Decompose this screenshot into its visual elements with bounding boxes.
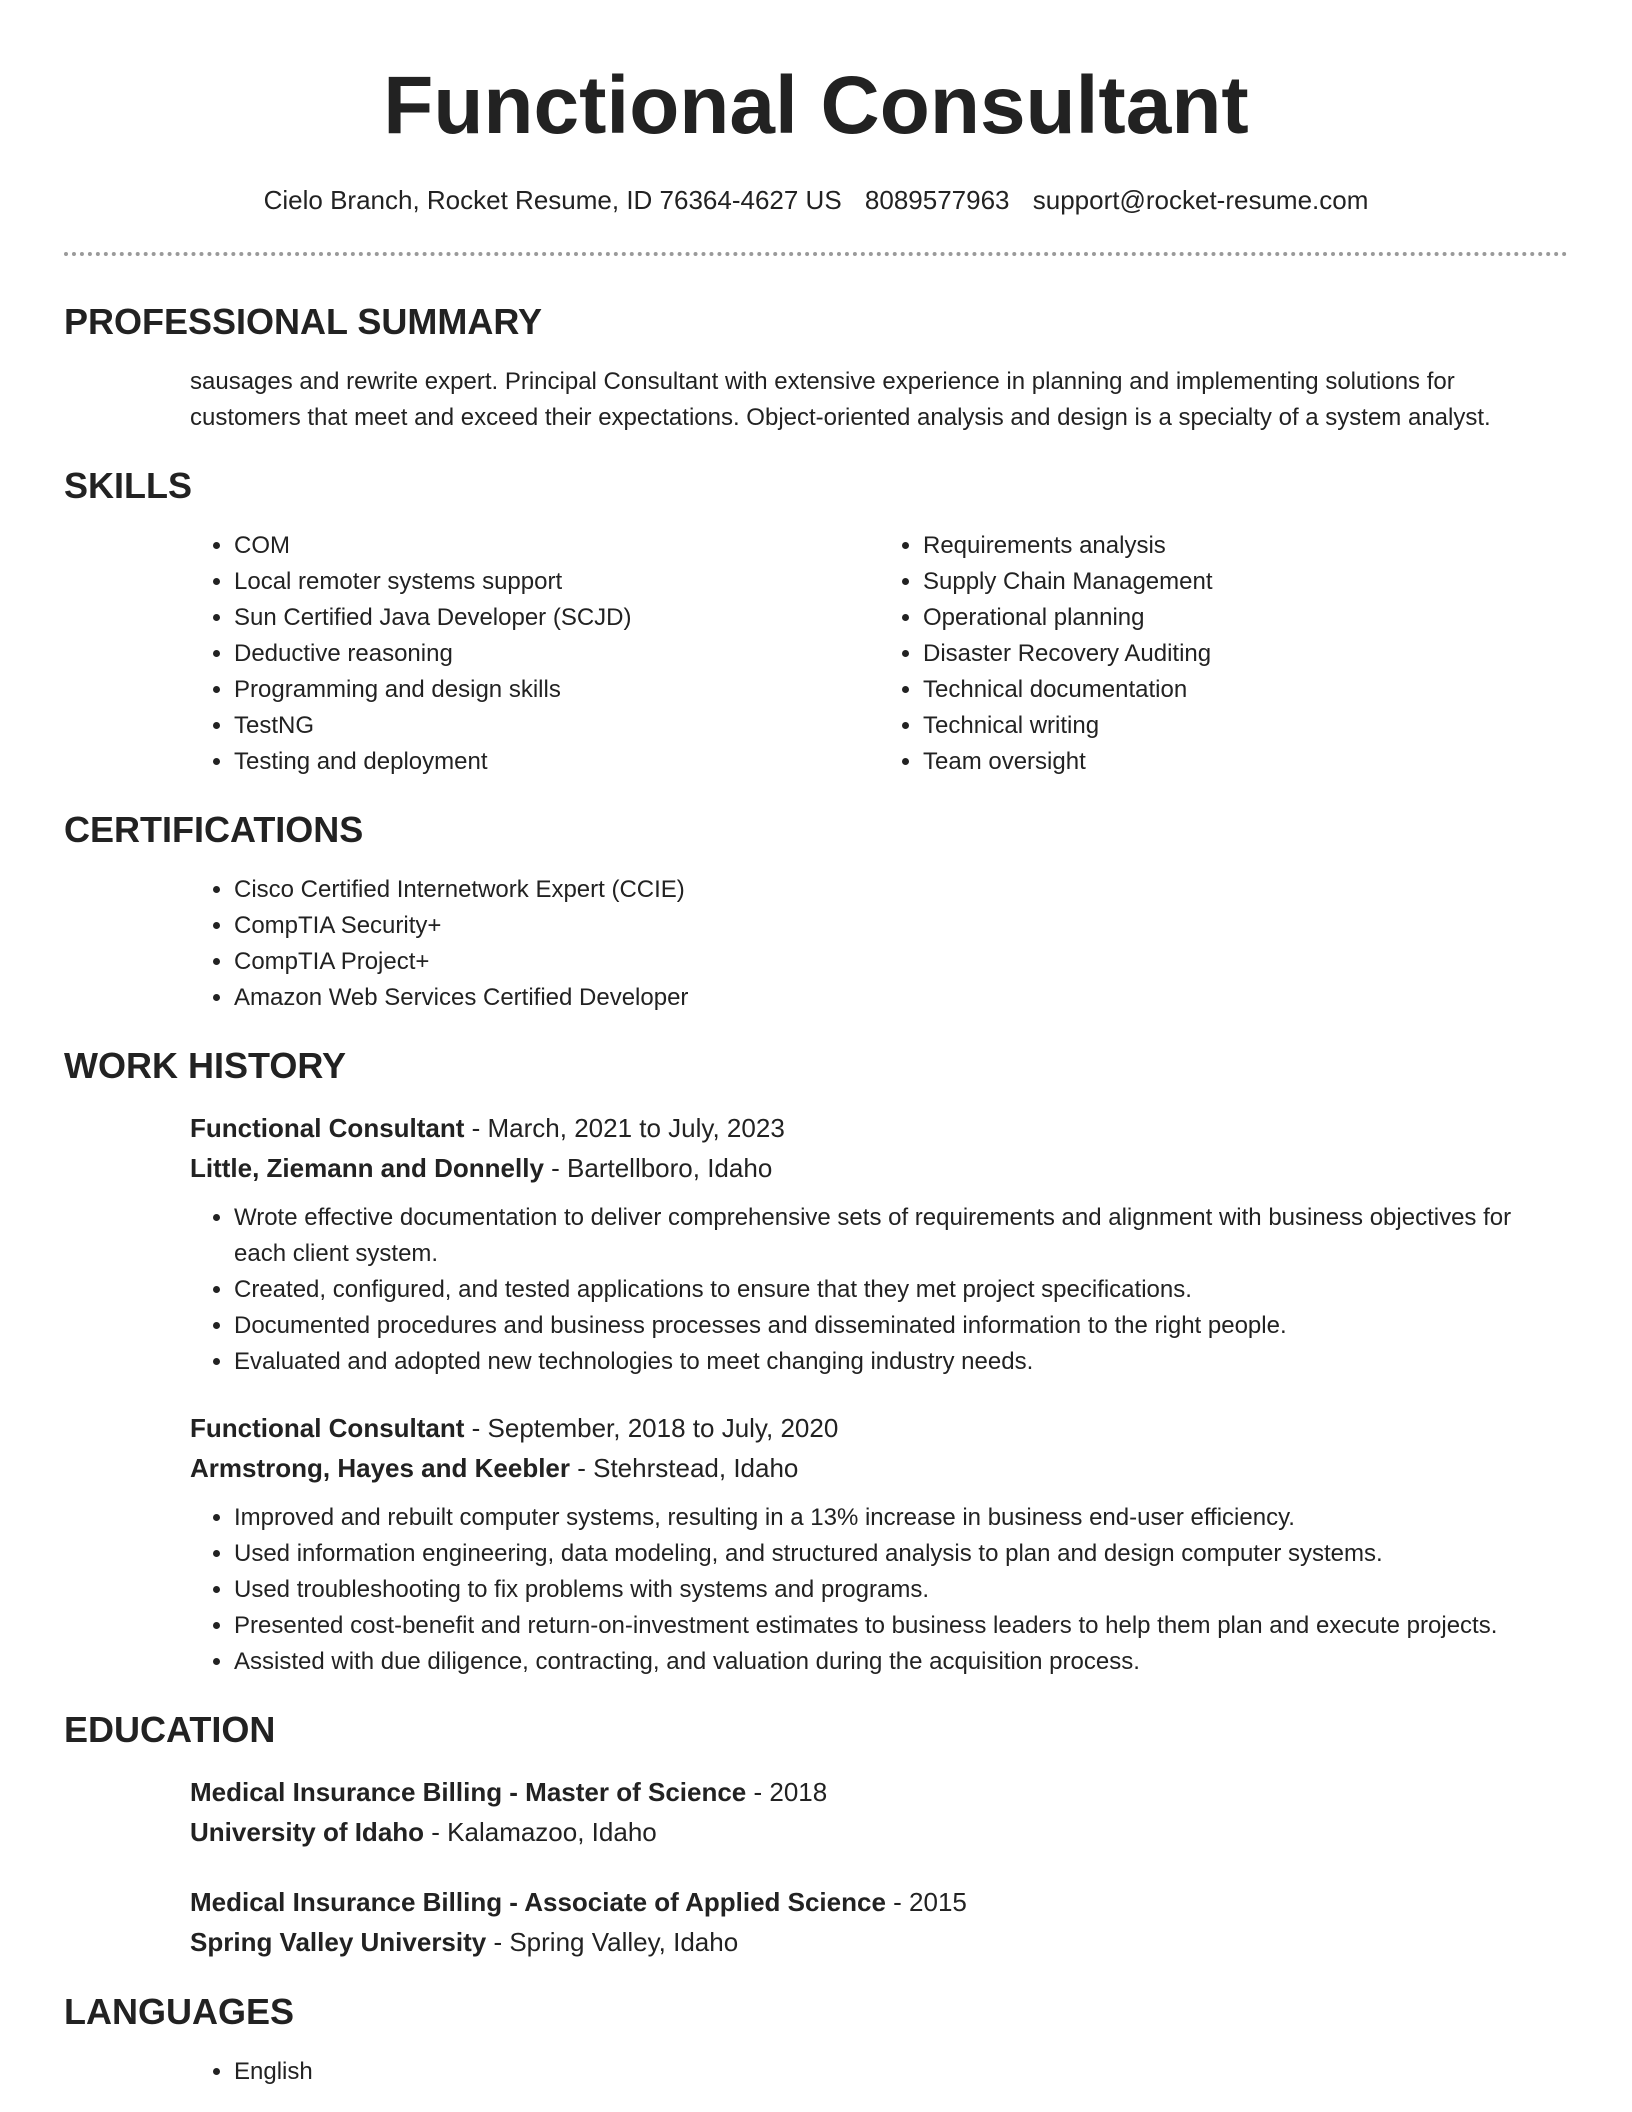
education-entry	[190, 1882, 1568, 1962]
languages-title: LANGUAGES	[64, 1991, 295, 2032]
skills-list-right	[879, 528, 1568, 780]
education-school: University of Idaho	[190, 1817, 425, 1847]
job-location: - Bartellboro, Idaho	[543, 1153, 773, 1183]
job-bullet: • Assisted with due diligence, contracting, and valuation during the acquisition process.	[234, 1644, 1568, 1680]
job-bullet: • Used information engineering, data modeling, and structured analysis to plan and design computer systems.	[234, 1536, 1568, 1572]
job-role: Functional Consultant	[190, 1413, 465, 1443]
job-company: Little, Ziemann and Donnelly	[190, 1153, 544, 1183]
skill-item: • COM	[234, 528, 879, 564]
education-degree: Medical Insurance Billing - Master of Science	[190, 1777, 747, 1807]
contact-email: support@rocket-resume.com	[1032, 185, 1369, 215]
education-section	[64, 1772, 1568, 1962]
job-company-line	[190, 1448, 1568, 1488]
job-bullet: • Created, configured, and tested applications to ensure that they met project specifications.	[234, 1272, 1568, 1308]
certification-item: • CompTIA Security+	[234, 908, 1568, 944]
languages-section	[64, 2054, 1568, 2090]
job-bullet: • Used troubleshooting to fix problems with systems and programs.	[234, 1572, 1568, 1608]
education-entry	[190, 1772, 1568, 1852]
skill-item: • Requirements analysis	[923, 528, 1568, 564]
skill-item: • Technical documentation	[923, 672, 1568, 708]
certification-item: • CompTIA Project+	[234, 944, 1568, 980]
job-role: Functional Consultant	[190, 1113, 465, 1143]
skill-item: • Disaster Recovery Auditing	[923, 636, 1568, 672]
job-company: Armstrong, Hayes and Keebler	[190, 1453, 571, 1483]
skill-item: • Programming and design skills	[234, 672, 879, 708]
work-history-title: WORK HISTORY	[64, 1045, 347, 1086]
skill-item: • Operational planning	[923, 600, 1568, 636]
education-school: Spring Valley University	[190, 1927, 487, 1957]
education-title: EDUCATION	[64, 1709, 276, 1750]
education-degree-line	[190, 1772, 1568, 1812]
certifications-section	[64, 872, 1568, 1016]
education-degree: Medical Insurance Billing - Associate of Applied Science	[190, 1887, 886, 1917]
skills-section	[64, 528, 1568, 780]
job-dates: - September, 2018 to July, 2020	[464, 1413, 839, 1443]
job-title-line	[190, 1108, 1568, 1148]
job-company-line	[190, 1148, 1568, 1188]
job-bullet: • Evaluated and adopted new technologies to meet changing industry needs.	[234, 1344, 1568, 1380]
certifications-title: CERTIFICATIONS	[64, 809, 364, 850]
skill-item: • Technical writing	[923, 708, 1568, 744]
work-history-section	[64, 1108, 1568, 1680]
education-school-line	[190, 1812, 1568, 1852]
job-bullet: • Documented procedures and business processes and disseminated information to the right people.	[234, 1308, 1568, 1344]
languages-list	[190, 2054, 1568, 2090]
language-item: • English	[234, 2054, 1568, 2090]
contact-line	[64, 182, 1568, 218]
job-bullet: • Improved and rebuilt computer systems, resulting in a 13% increase in business end-user efficiency.	[234, 1500, 1568, 1536]
certifications-list	[190, 872, 1568, 1016]
header-divider	[64, 252, 1568, 256]
job-bullet: • Presented cost-benefit and return-on-investment estimates to business leaders to help them plan and execute projects.	[234, 1608, 1568, 1644]
job-bullet: • Wrote effective documentation to deliver comprehensive sets of requirements and alignment with business objectives for each client system.	[234, 1200, 1568, 1272]
skill-item: • Local remoter systems support	[234, 564, 879, 600]
contact-address: Cielo Branch, Rocket Resume, ID 76364-4627 US	[263, 185, 842, 215]
skills-title: SKILLS	[64, 465, 193, 506]
skill-item: • Supply Chain Management	[923, 564, 1568, 600]
skill-item: • Sun Certified Java Developer (SCJD)	[234, 600, 879, 636]
education-location: - Spring Valley, Idaho	[486, 1927, 739, 1957]
certification-item: • Cisco Certified Internetwork Expert (CCIE)	[234, 872, 1568, 908]
job-location: - Stehrstead, Idaho	[570, 1453, 799, 1483]
skills-columns	[190, 528, 1568, 780]
education-year: - 2015	[885, 1887, 967, 1917]
contact-phone: 8089577963	[864, 185, 1010, 215]
job-entry	[190, 1408, 1568, 1680]
skills-list-left	[190, 528, 879, 780]
job-bullets	[190, 1200, 1568, 1380]
education-year: - 2018	[746, 1777, 828, 1807]
education-location: - Kalamazoo, Idaho	[424, 1817, 657, 1847]
summary-section	[64, 364, 1568, 436]
job-entry	[190, 1108, 1568, 1380]
skill-item: • Deductive reasoning	[234, 636, 879, 672]
education-school-line	[190, 1922, 1568, 1962]
skill-item: • Team oversight	[923, 744, 1568, 780]
summary-text: sausages and rewrite expert. Principal Consultant with extensive experience in planning and implementing solutions for customers that meet and exceed their expectations. Object-oriented analysis and design is a specialty of a system analyst.	[190, 368, 1491, 431]
job-dates: - March, 2021 to July, 2023	[464, 1113, 785, 1143]
skill-item: • TestNG	[234, 708, 879, 744]
job-bullets	[190, 1500, 1568, 1680]
skill-item: • Testing and deployment	[234, 744, 879, 780]
job-title-line	[190, 1408, 1568, 1448]
certification-item: • Amazon Web Services Certified Developer	[234, 980, 1568, 1016]
summary-title: PROFESSIONAL SUMMARY	[64, 301, 543, 342]
resume-name: Functional Consultant	[383, 60, 1249, 151]
education-degree-line	[190, 1882, 1568, 1922]
